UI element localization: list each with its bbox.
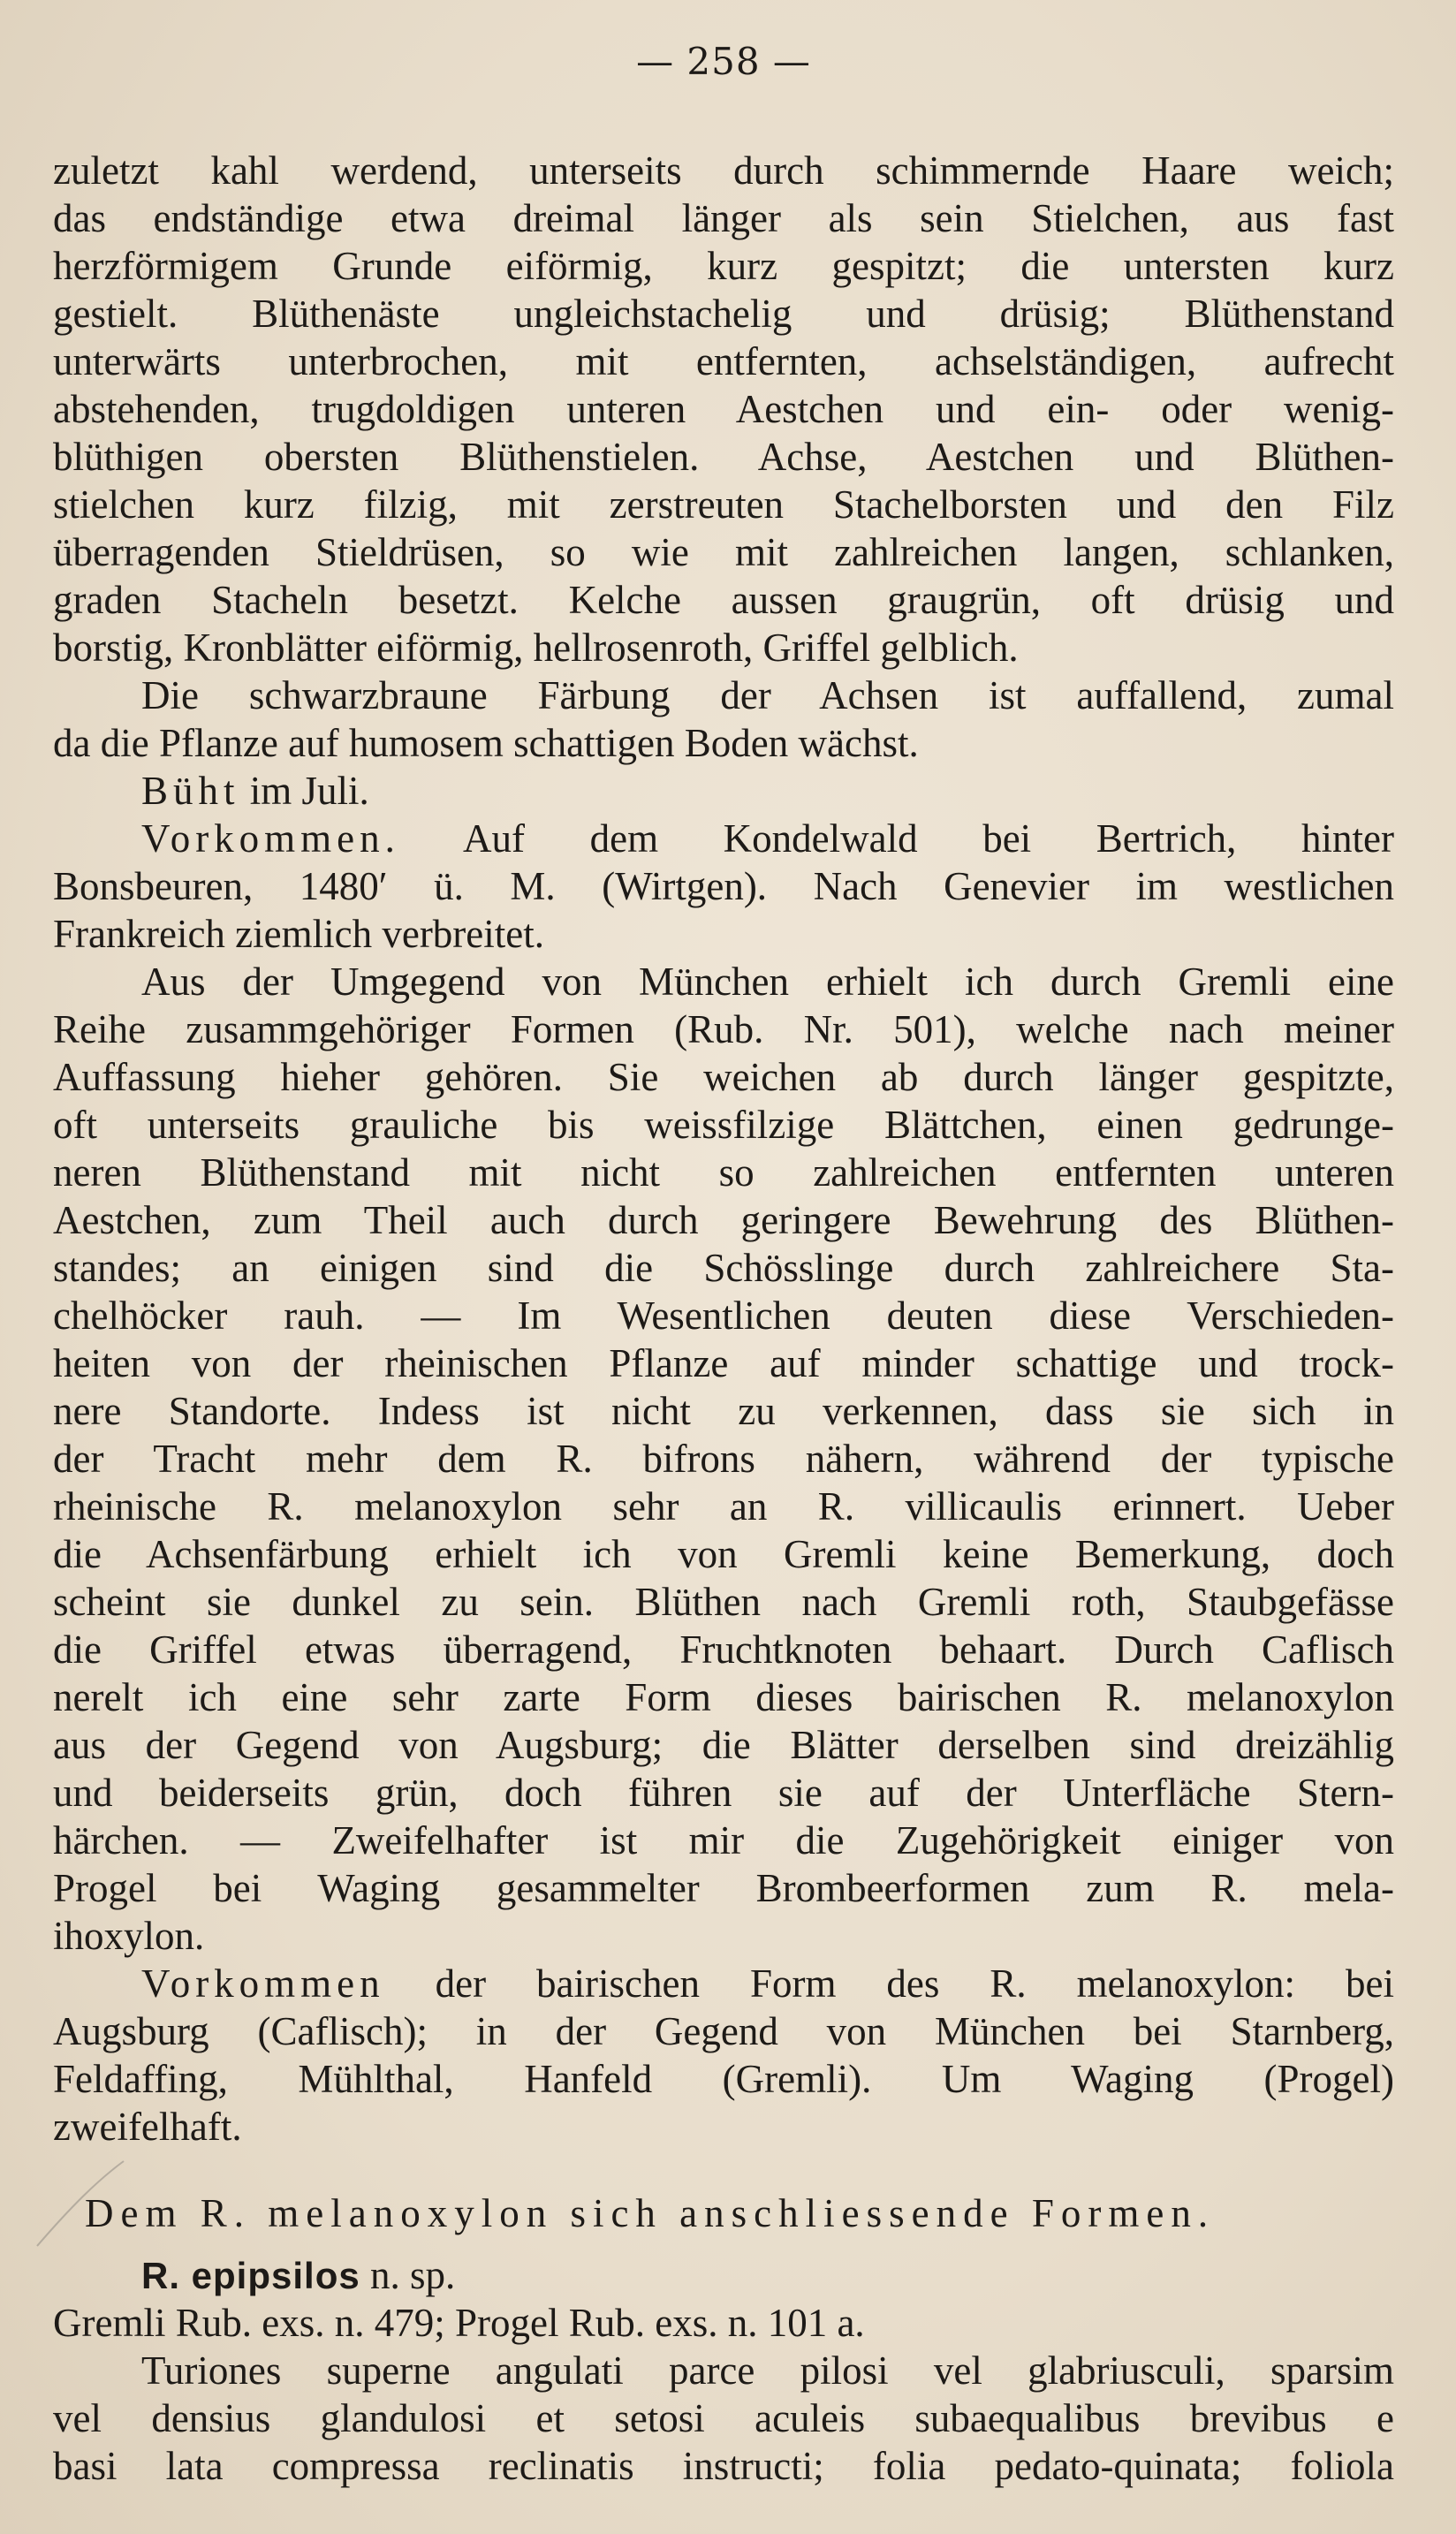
text-line: nere Standorte. Indess ist nicht zu verkennen, dass sie sich in <box>53 1389 1394 1433</box>
text-line: das endständige etwa dreimal länger als sein Stielchen, aus fast <box>53 196 1394 240</box>
text-line: die Achsenfärbung erhielt ich von Gremli keine Bemerkung, doch <box>53 1532 1394 1576</box>
text-line: herzförmigem Grunde eiförmig, kurz gespitzt; die untersten kurz <box>53 244 1394 288</box>
text-line: Bonsbeuren, 1480′ ü. M. (Wirtgen). Nach Genevier im westlichen <box>53 864 1394 908</box>
text-line: da die Pflanze auf humosem schattigen Boden wächst. <box>53 721 919 765</box>
text-line: Aus der Umgegend von München erhielt ich durch Gremli eine <box>141 960 1394 1004</box>
text-line: Reihe zusammgehöriger Formen (Rub. Nr. 501), welche nach meiner <box>53 1007 1394 1051</box>
paragraph-description <box>53 147 1394 671</box>
text-line: zuletzt kahl werdend, unterseits durch schimmernde Haare weich; <box>53 148 1394 193</box>
body-text <box>53 147 1394 2151</box>
text-line: abstehenden, trugdoldigen unteren Aestchen und ein- oder wenig- <box>53 387 1394 431</box>
paragraph-occurrence <box>53 815 1394 958</box>
section-heading: Dem R. melanoxylon sich anschliessende Formen. <box>85 2191 1216 2235</box>
occurrence-text: der bairischen Form des R. melanoxylon: bei <box>384 1961 1394 2006</box>
species-entry <box>53 2251 1394 2490</box>
species-suffix: n. sp. <box>360 2253 456 2297</box>
pencil-mark-icon <box>27 2154 133 2260</box>
text-line: Die schwarzbraune Färbung der Achsen ist auffallend, zumal <box>141 673 1394 717</box>
text-line: standes; an einigen sind die Schösslinge durch zahlreichere Sta- <box>53 1246 1394 1290</box>
latin-line: vel densius glandulosi et setosi aculeis subaequalibus brevibus e <box>53 2396 1394 2440</box>
text-line: zweifelhaft. <box>53 2105 242 2149</box>
text-line <box>53 815 1394 862</box>
text-line: unterwärts unterbrochen, mit entfernten, achselständigen, aufrecht <box>53 339 1394 383</box>
paragraph-flowering <box>53 767 1394 815</box>
text-line: gestielt. Blüthenäste ungleichstachelig und drüsig; Blüthenstand <box>53 292 1394 336</box>
text-line: Auffassung hieher gehören. Sie weichen ab durch länger gespitzte, <box>53 1055 1394 1099</box>
text-line: und beiderseits grün, doch führen sie auf der Unterfläche Stern- <box>53 1771 1394 1815</box>
text-line: aus der Gegend von Augsburg; die Blätter derselben sind dreizählig <box>53 1723 1394 1767</box>
page-number: — 258 — <box>636 40 811 83</box>
text-line: chelhöcker rauh. — Im Wesentlichen deuten diese Verschieden- <box>53 1294 1394 1338</box>
text-line: graden Stacheln besetzt. Kelche aussen graugrün, oft drüsig und <box>53 578 1394 622</box>
occurrence-text: Auf dem Kondelwald bei Bertrich, hinter <box>399 816 1394 861</box>
text-line: Aestchen, zum Theil auch durch geringere Bewehrung des Blüthen- <box>53 1198 1394 1242</box>
text-line: borstig, Kronblätter eiförmig, hellrosenroth, Griffel gelblich. <box>53 626 1019 670</box>
text-line: ihoxylon. <box>53 1914 205 1958</box>
flowering-label: Büht <box>141 769 240 813</box>
text-line: heiten von der rheinischen Pflanze auf minder schattige und trock- <box>53 1341 1394 1385</box>
paragraph-bavarian-occurrence <box>53 1960 1394 2151</box>
text-line: stielchen kurz filzig, mit zerstreuten Stachelborsten und den Filz <box>53 482 1394 527</box>
paragraph-munich-forms <box>53 958 1394 1960</box>
species-name: R. epipsilos <box>141 2255 360 2296</box>
text-line: der Tracht mehr dem R. bifrons nähern, während der typische <box>53 1437 1394 1481</box>
text-line: blüthigen obersten Blüthenstielen. Achse, Aestchen und Blüthen- <box>53 435 1394 479</box>
occurrence-label: Vorkommen. <box>141 816 400 861</box>
text-line: rheinische R. melanoxylon sehr an R. villicaulis erinnert. Ueber <box>53 1484 1394 1529</box>
latin-line: Turiones superne angulati parce pilosi vel glabriusculi, sparsim <box>141 2348 1394 2393</box>
text-line <box>53 1960 1394 2007</box>
text-line: nerelt ich eine sehr zarte Form dieses bairischen R. melanoxylon <box>53 1675 1394 1719</box>
species-title <box>53 2251 1394 2299</box>
text-line: scheint sie dunkel zu sein. Blüthen nach Gremli roth, Staubgefässe <box>53 1580 1394 1624</box>
occurrence-label: Vorkommen <box>141 1961 385 2006</box>
text-line: härchen. — Zweifelhafter ist mir die Zugehörigkeit einiger von <box>53 1818 1394 1863</box>
exsiccatae-line: Gremli Rub. exs. n. 479; Progel Rub. exs. n. 101 a. <box>53 2301 865 2345</box>
text-line: die Griffel etwas überragend, Fruchtknoten behaart. Durch Caflisch <box>53 1627 1394 1672</box>
paragraph-coloration <box>53 671 1394 767</box>
flowering-text: im Juli. <box>239 769 369 813</box>
text-line: neren Blüthenstand mit nicht so zahlreichen entfernten unteren <box>53 1150 1394 1195</box>
text-line: Feldaffing, Mühlthal, Hanfeld (Gremli). Um Waging (Progel) <box>53 2057 1394 2101</box>
text-line: oft unterseits grauliche bis weissfilzige Blättchen, einen gedrunge- <box>53 1103 1394 1147</box>
text-line: Progel bei Waging gesammelter Brombeerformen zum R. mela- <box>53 1866 1394 1910</box>
text-line <box>53 767 1394 815</box>
latin-line: basi lata compressa reclinatis instructi; folia pedato-quinata; foliola <box>53 2444 1394 2488</box>
text-line: Augsburg (Caflisch); in der Gegend von München bei Starnberg, <box>53 2009 1394 2053</box>
text-line: überragenden Stieldrüsen, so wie mit zahlreichen langen, schlanken, <box>53 530 1394 574</box>
text-line: Frankreich ziemlich verbreitet. <box>53 912 544 956</box>
